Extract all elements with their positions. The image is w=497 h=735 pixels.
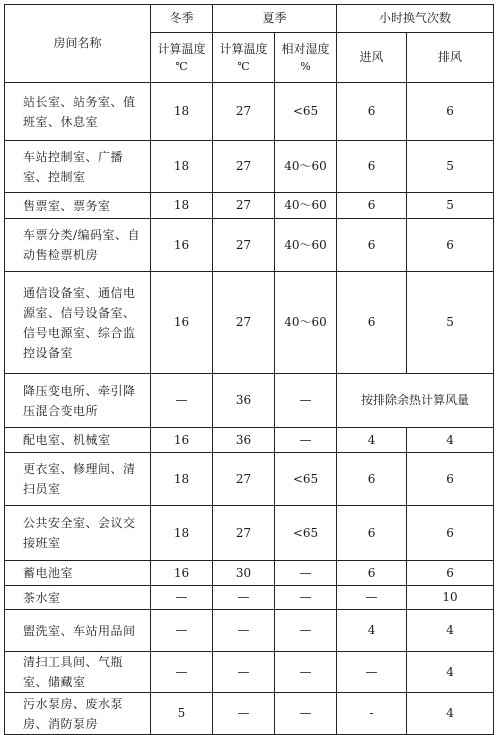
summer-temp: 27 (213, 83, 275, 141)
supply-rate: 6 (337, 219, 407, 272)
summer-temp: 36 (213, 374, 275, 428)
humidity: <65 (275, 83, 337, 141)
winter-temp: 18 (151, 506, 213, 561)
summer-temp: — (213, 693, 275, 735)
header-summer: 夏季 (213, 5, 337, 33)
exhaust-rate: 6 (407, 83, 494, 141)
winter-temp: 18 (151, 453, 213, 506)
header-supply: 进风 (337, 33, 407, 83)
winter-temp: 16 (151, 219, 213, 272)
humidity: 40～60 (275, 219, 337, 272)
header-air-change: 小时换气次数 (337, 5, 494, 33)
header-winter-calc-temp-label: 计算温度 (157, 41, 206, 56)
header-winter-unit: ℃ (175, 59, 188, 73)
winter-temp: — (151, 586, 213, 610)
summer-temp: 30 (213, 561, 275, 586)
winter-temp: 16 (151, 561, 213, 586)
header-exhaust: 排风 (407, 33, 494, 83)
table-row (5, 586, 494, 610)
table-row (5, 272, 494, 374)
summer-temp: 27 (213, 272, 275, 374)
room-name: 配电室、机械室 (5, 428, 151, 453)
humidity: <65 (275, 506, 337, 561)
header-summer-calc-temp (213, 33, 275, 83)
exhaust-rate: 4 (407, 428, 494, 453)
header-winter-calc-temp (151, 33, 213, 83)
room-name: 公共安全室、会议交接班室 (5, 506, 151, 561)
exhaust-rate: 5 (407, 272, 494, 374)
summer-temp: 27 (213, 453, 275, 506)
exhaust-rate: 6 (407, 219, 494, 272)
supply-rate: 6 (337, 272, 407, 374)
summer-temp: — (213, 652, 275, 693)
summer-temp: 36 (213, 428, 275, 453)
room-name: 站长室、站务室、值班室、休息室 (5, 83, 151, 141)
ventilation-table-container (4, 4, 494, 735)
exhaust-rate: 10 (407, 586, 494, 610)
table-row (5, 506, 494, 561)
room-name: 更衣室、修理间、清扫员室 (5, 453, 151, 506)
room-name: 盥洗室、车站用品间 (5, 610, 151, 652)
header-summer-calc-temp-label: 计算温度 (219, 41, 268, 56)
humidity: — (275, 428, 337, 453)
winter-temp: 18 (151, 141, 213, 193)
summer-temp: 27 (213, 219, 275, 272)
supply-rate: 6 (337, 453, 407, 506)
table-row (5, 610, 494, 652)
room-name: 蓄电池室 (5, 561, 151, 586)
humidity: 40～60 (275, 272, 337, 374)
supply-rate: 4 (337, 428, 407, 453)
supply-rate: - (337, 693, 407, 735)
summer-temp: 27 (213, 141, 275, 193)
summer-temp: — (213, 610, 275, 652)
table-row (5, 83, 494, 141)
humidity: — (275, 652, 337, 693)
humidity: 40～60 (275, 193, 337, 219)
header-winter: 冬季 (151, 5, 213, 33)
exhaust-rate: 4 (407, 693, 494, 735)
table-row (5, 374, 494, 428)
summer-temp: — (213, 586, 275, 610)
supply-rate: 4 (337, 610, 407, 652)
table-row (5, 561, 494, 586)
winter-temp: — (151, 652, 213, 693)
humidity: — (275, 561, 337, 586)
winter-temp: 5 (151, 693, 213, 735)
summer-temp: 27 (213, 506, 275, 561)
exhaust-rate: 6 (407, 561, 494, 586)
supply-rate: 6 (337, 506, 407, 561)
exhaust-rate: 5 (407, 193, 494, 219)
winter-temp: 18 (151, 193, 213, 219)
humidity: — (275, 693, 337, 735)
header-humidity-label: 相对湿度 (281, 41, 330, 56)
humidity: 40～60 (275, 141, 337, 193)
supply-rate: — (337, 652, 407, 693)
humidity: — (275, 586, 337, 610)
table-row (5, 219, 494, 272)
exhaust-rate: 4 (407, 652, 494, 693)
humidity: — (275, 610, 337, 652)
room-name: 售票室、票务室 (5, 193, 151, 219)
supply-rate: 6 (337, 83, 407, 141)
room-name: 车票分类/编码室、自动售检票机房 (5, 219, 151, 272)
exhaust-rate: 6 (407, 506, 494, 561)
header-summer-unit: ℃ (237, 59, 250, 73)
supply-rate: — (337, 586, 407, 610)
room-name: 降压变电所、牵引降压混合变电所 (5, 374, 151, 428)
table-row (5, 453, 494, 506)
humidity: <65 (275, 453, 337, 506)
header-humidity (275, 33, 337, 83)
supply-rate: 6 (337, 561, 407, 586)
header-humidity-unit: % (300, 59, 311, 73)
ventilation-table (4, 4, 494, 735)
table-row (5, 652, 494, 693)
room-name: 污水泵房、废水泵房、消防泵房 (5, 693, 151, 735)
room-name: 通信设备室、通信电源室、信号设备室、信号电源室、综合监控设备室 (5, 272, 151, 374)
supply-rate: 6 (337, 141, 407, 193)
table-row (5, 141, 494, 193)
header-room-name: 房间名称 (5, 5, 151, 83)
exhaust-rate: 4 (407, 610, 494, 652)
room-name: 车站控制室、广播室、控制室 (5, 141, 151, 193)
exhaust-rate: 5 (407, 141, 494, 193)
winter-temp: 16 (151, 428, 213, 453)
air-change-merged: 按排除余热计算风量 (337, 374, 494, 428)
supply-rate: 6 (337, 193, 407, 219)
winter-temp: — (151, 374, 213, 428)
room-name: 清扫工具间、气瓶室、储藏室 (5, 652, 151, 693)
table-row (5, 428, 494, 453)
winter-temp: 16 (151, 272, 213, 374)
winter-temp: — (151, 610, 213, 652)
table-row (5, 193, 494, 219)
room-name: 茶水室 (5, 586, 151, 610)
table-row (5, 693, 494, 735)
winter-temp: 18 (151, 83, 213, 141)
exhaust-rate: 6 (407, 453, 494, 506)
humidity: — (275, 374, 337, 428)
summer-temp: 27 (213, 193, 275, 219)
